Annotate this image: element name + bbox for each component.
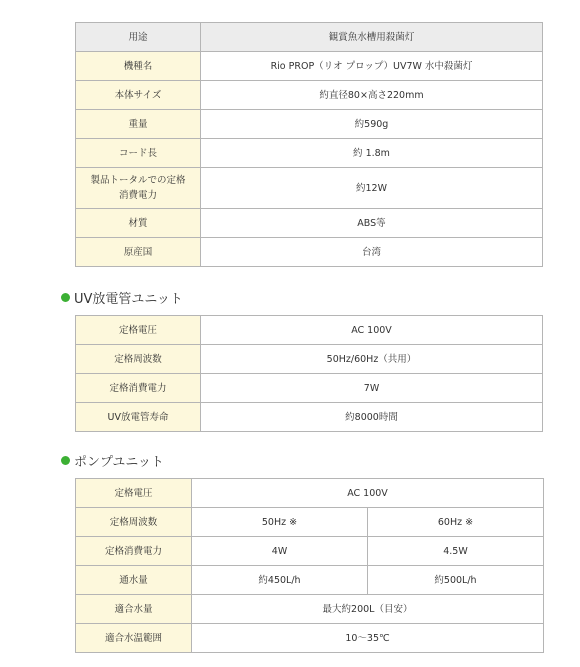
row-label: 定格消費電力 bbox=[76, 537, 192, 566]
row-label: 用途 bbox=[76, 23, 201, 52]
row-value-50hz: 50Hz ※ bbox=[192, 508, 368, 537]
row-label: 原産国 bbox=[76, 238, 201, 267]
row-label: 定格周波数 bbox=[76, 345, 201, 374]
row-value: AC 100V bbox=[201, 316, 543, 345]
row-value: 約12W bbox=[201, 168, 543, 209]
row-label: 重量 bbox=[76, 110, 201, 139]
table-row bbox=[76, 168, 543, 209]
table-row bbox=[76, 110, 543, 139]
main-spec-table bbox=[75, 22, 543, 267]
row-value-60hz: 4.5W bbox=[368, 537, 544, 566]
row-value-50hz: 約450L/h bbox=[192, 566, 368, 595]
row-label: 適合水温範囲 bbox=[76, 624, 192, 653]
table-row bbox=[76, 209, 543, 238]
row-value: 約直径80×高さ220mm bbox=[201, 81, 543, 110]
row-value-50hz: 4W bbox=[192, 537, 368, 566]
table-row bbox=[76, 403, 543, 432]
row-label: 材質 bbox=[76, 209, 201, 238]
row-label-line: 消費電力 bbox=[118, 190, 157, 201]
section-title: ポンプユニット bbox=[74, 455, 164, 470]
row-label bbox=[76, 168, 201, 209]
table-row bbox=[76, 508, 544, 537]
row-value: 7W bbox=[201, 374, 543, 403]
uv-spec-table bbox=[75, 315, 543, 432]
row-value: 50Hz/60Hz（共用） bbox=[201, 345, 543, 374]
row-label: 機種名 bbox=[76, 52, 201, 81]
table-row bbox=[76, 566, 544, 595]
row-label: コード長 bbox=[76, 139, 201, 168]
table-row bbox=[76, 316, 543, 345]
row-value-60hz: 60Hz ※ bbox=[368, 508, 544, 537]
row-value: Rio PROP（リオ プロップ）UV7W 水中殺菌灯 bbox=[201, 52, 543, 81]
row-label-line: 製品トータルでの定格 bbox=[90, 175, 186, 186]
row-value: 約590g bbox=[201, 110, 543, 139]
table-row bbox=[76, 23, 543, 52]
row-value: 最大約200L（目安） bbox=[192, 595, 544, 624]
table-row bbox=[76, 374, 543, 403]
pump-spec-table bbox=[75, 478, 544, 653]
uv-section-heading bbox=[61, 288, 183, 307]
row-value: 約 1.8m bbox=[201, 139, 543, 168]
row-value: ABS等 bbox=[201, 209, 543, 238]
row-label: 定格消費電力 bbox=[76, 374, 201, 403]
row-label: 定格電圧 bbox=[76, 479, 192, 508]
row-label: 適合水量 bbox=[76, 595, 192, 624]
row-value-60hz: 約500L/h bbox=[368, 566, 544, 595]
row-label: 本体サイズ bbox=[76, 81, 201, 110]
table-row bbox=[76, 81, 543, 110]
table-row bbox=[76, 345, 543, 374]
table-row bbox=[76, 52, 543, 81]
table-row bbox=[76, 537, 544, 566]
table-row bbox=[76, 139, 543, 168]
bullet-icon bbox=[61, 456, 70, 465]
row-value: 10～35℃ bbox=[192, 624, 544, 653]
table-row bbox=[76, 238, 543, 267]
row-label: 定格電圧 bbox=[76, 316, 201, 345]
row-label: 通水量 bbox=[76, 566, 192, 595]
row-label: UV放電管寿命 bbox=[76, 403, 201, 432]
row-value: 台湾 bbox=[201, 238, 543, 267]
pump-section-heading bbox=[61, 451, 164, 470]
table-row bbox=[76, 479, 544, 508]
row-value: 約8000時間 bbox=[201, 403, 543, 432]
row-label: 定格周波数 bbox=[76, 508, 192, 537]
section-title: UV放電管ユニット bbox=[74, 292, 183, 307]
row-value: AC 100V bbox=[192, 479, 544, 508]
table-row bbox=[76, 595, 544, 624]
row-value: 観賞魚水槽用殺菌灯 bbox=[201, 23, 543, 52]
table-row bbox=[76, 624, 544, 653]
bullet-icon bbox=[61, 293, 70, 302]
